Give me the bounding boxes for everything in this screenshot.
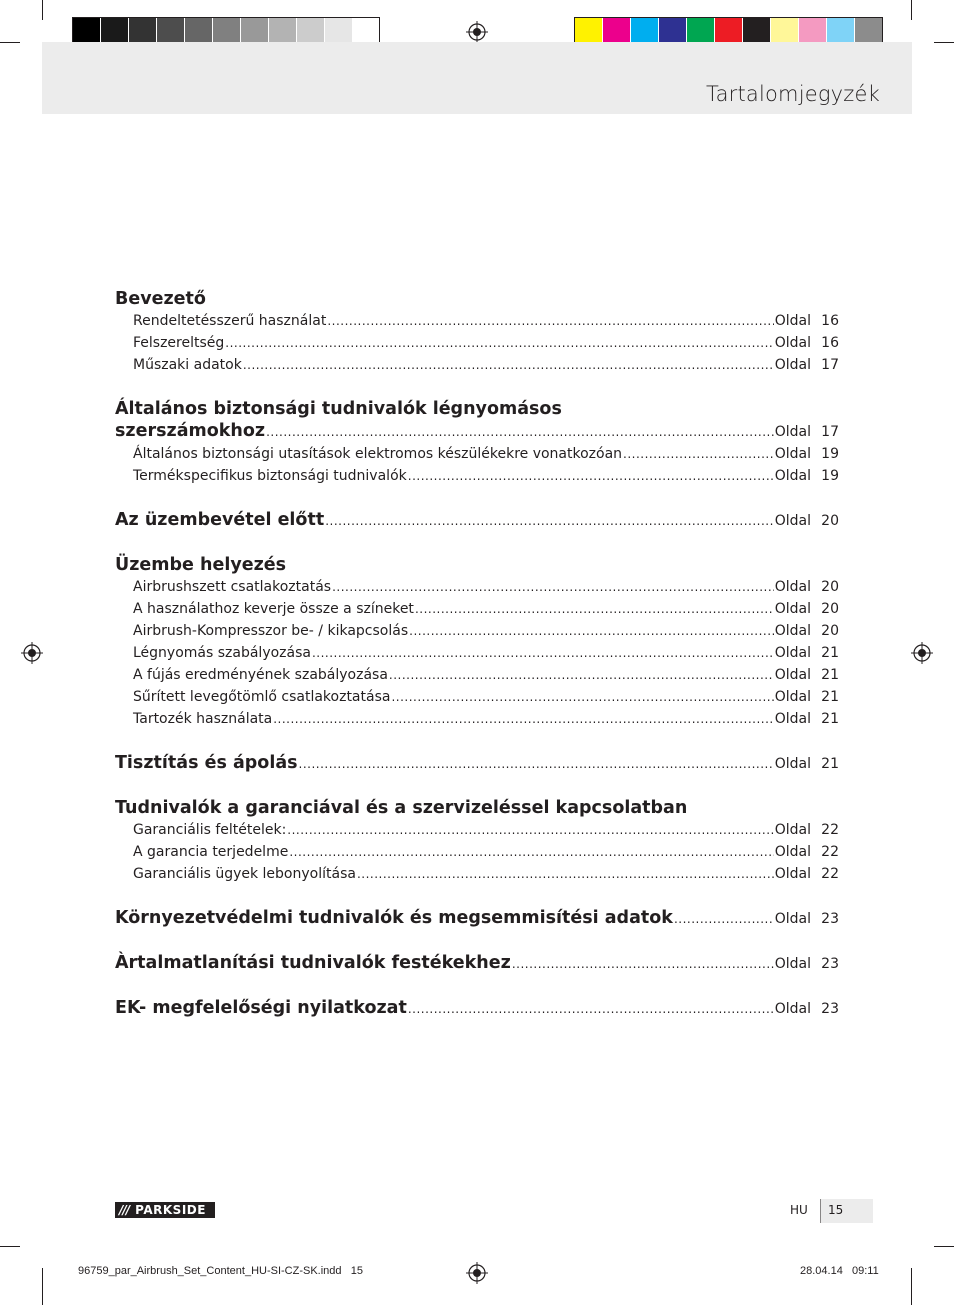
section-heading: Üzembe helyezés [115, 555, 287, 575]
entry-label: A használathoz keverje össze a színeket [133, 601, 414, 617]
page-number: 22 [821, 866, 839, 882]
toc-section-garancia [115, 797, 839, 885]
logo-brand-name: PARKSIDE [135, 1203, 206, 1217]
page-number: 21 [821, 689, 839, 705]
page-ref: Oldal 22 [775, 841, 839, 863]
toc-entry[interactable] [115, 598, 839, 620]
leader-dots [332, 576, 774, 598]
leader-dots [243, 354, 774, 376]
page-number: 21 [821, 645, 839, 661]
page-ref: Oldal 21 [775, 686, 839, 708]
divider [820, 1199, 821, 1223]
entry-label: Termékspecifikus biztonsági tudnivalók [133, 468, 407, 484]
leader-dots [327, 310, 773, 332]
entry-label: A fújás eredményének szabályozása [133, 667, 388, 683]
gray-swatch [101, 18, 129, 45]
page-number: 15 [828, 1203, 844, 1217]
page-number: 20 [821, 601, 839, 617]
page-ref: Oldal 20 [775, 620, 839, 642]
toc-entry[interactable] [115, 664, 839, 686]
page-ref: Oldal 23 [775, 953, 839, 975]
page-number: 19 [821, 468, 839, 484]
page-number: 20 [821, 579, 839, 595]
leader-dots [312, 642, 774, 664]
toc-section-bevezeto [115, 288, 839, 376]
registration-mark-icon [466, 1262, 488, 1284]
toc-entry[interactable] [115, 863, 839, 885]
section-heading: Bevezető [115, 289, 206, 309]
page-ref: Oldal 20 [775, 576, 839, 598]
page-ref: Oldal 19 [775, 465, 839, 487]
page-number: 19 [821, 446, 839, 462]
toc-section-artalmatlanitasi [115, 952, 839, 975]
toc-entry[interactable] [115, 819, 839, 841]
leader-dots [512, 953, 774, 975]
leader-dots [299, 753, 774, 775]
entry-label: Rendeltetésszerű használat [133, 313, 327, 329]
toc-entry[interactable] [115, 310, 839, 332]
crop-mark [42, 0, 43, 20]
color-swatch [575, 18, 603, 45]
leader-dots [289, 841, 773, 863]
page-title: Tartalomjegyzék [706, 82, 880, 106]
gray-swatch [73, 18, 101, 45]
page-ref: Oldal 21 [775, 753, 839, 775]
entry-label: Garanciális ügyek lebonyolítása [133, 866, 356, 882]
entry-label: Garanciális feltételek: [133, 822, 287, 838]
leader-dots [325, 510, 774, 532]
page-ref: Oldal 17 [775, 421, 839, 443]
page-ref: Oldal 22 [775, 863, 839, 885]
toc-entry[interactable] [115, 420, 839, 443]
gray-swatch [157, 18, 185, 45]
toc-entry[interactable] [115, 907, 839, 930]
color-swatch [659, 18, 687, 45]
page-ref: Oldal 21 [775, 642, 839, 664]
leader-dots [389, 664, 774, 686]
page-ref: Oldal 20 [775, 510, 839, 532]
toc-entry[interactable] [115, 686, 839, 708]
leader-dots [357, 863, 774, 885]
leader-dots [674, 908, 774, 930]
leader-dots [409, 620, 774, 642]
toc-section-ek [115, 997, 839, 1020]
entry-label: Tartozék használata [133, 711, 273, 727]
page-ref: Oldal 22 [775, 819, 839, 841]
color-swatch [799, 18, 827, 45]
crop-mark [911, 0, 912, 20]
crop-mark [0, 1246, 20, 1247]
page-number: 23 [821, 1001, 839, 1017]
gray-swatch [213, 18, 241, 45]
crop-mark [911, 1268, 912, 1305]
toc-entry[interactable] [115, 620, 839, 642]
slug-file-info: 96759_par_Airbrush_Set_Content_HU-SI-CZ-SK.indd 15 [78, 1265, 363, 1277]
toc-section-uzembe [115, 554, 839, 730]
page-number: 22 [821, 844, 839, 860]
toc-entry[interactable] [115, 841, 839, 863]
page-number: 22 [821, 822, 839, 838]
page-ref: Oldal 17 [775, 354, 839, 376]
gray-swatch [353, 18, 379, 45]
toc-section-kornyezet [115, 907, 839, 930]
entry-label: Légnyomás szabályozása [133, 645, 311, 661]
page-number-box [820, 1199, 873, 1223]
crop-mark [0, 42, 20, 43]
page-ref: Oldal 20 [775, 598, 839, 620]
toc-entry[interactable] [115, 952, 839, 975]
page-number: 23 [821, 911, 839, 927]
section-heading: EK- megfelelőségi nyilatkozat [115, 998, 407, 1018]
entry-label: Általános biztonsági utasítások elektromos készülékekre vonatkozóan [133, 446, 623, 462]
section-heading: szerszámokhoz [115, 421, 266, 441]
entry-label: Műszaki adatok [133, 357, 242, 373]
registration-mark-icon [911, 642, 933, 664]
color-swatch [855, 18, 882, 45]
toc-entry[interactable] [115, 443, 839, 465]
entry-label: Sűrített levegőtömlő csatlakoztatása [133, 689, 391, 705]
gray-swatch [185, 18, 213, 45]
toc-entry[interactable] [115, 708, 839, 730]
toc-entry[interactable] [115, 332, 839, 354]
leader-dots [623, 443, 774, 465]
page-number: 21 [821, 711, 839, 727]
section-heading: Általános biztonsági tudnivalók légnyomásos [115, 399, 562, 419]
page-number: 23 [821, 956, 839, 972]
section-heading: Környezetvédelmi tudnivalók és megsemmisítési adatok [115, 908, 673, 928]
toc-entry[interactable] [115, 997, 839, 1020]
table-of-contents [115, 288, 839, 1020]
page-ref: Oldal 21 [775, 664, 839, 686]
page-number: 17 [821, 357, 839, 373]
page-ref: Oldal 16 [775, 310, 839, 332]
section-heading: Az üzembevétel előtt [115, 510, 325, 530]
section-heading: Tudnivalók a garanciával és a szervizeléssel kapcsolatban [115, 798, 688, 818]
gray-swatch [297, 18, 325, 45]
toc-entry[interactable] [115, 509, 839, 532]
page-ref: Oldal 23 [775, 908, 839, 930]
leader-dots [391, 686, 773, 708]
toc-entry[interactable] [115, 354, 839, 376]
slug-date: 28.04.14 09:11 [800, 1265, 879, 1277]
leader-dots [408, 998, 774, 1020]
crop-mark [934, 42, 954, 43]
color-swatch [715, 18, 743, 45]
leader-dots [287, 819, 773, 841]
gray-swatch [325, 18, 353, 45]
color-swatch [771, 18, 799, 45]
toc-entry[interactable] [115, 752, 839, 775]
page-number: 20 [821, 513, 839, 529]
gray-swatch [241, 18, 269, 45]
registration-mark-icon [466, 21, 488, 43]
toc-section-uzembevetel [115, 509, 839, 532]
toc-section-tisztitas [115, 752, 839, 775]
gray-swatch [129, 18, 157, 45]
entry-label: Felszereltség [133, 335, 225, 351]
color-swatch [687, 18, 715, 45]
logo-stripes: /// [119, 1203, 130, 1217]
page-number: 17 [821, 424, 839, 440]
page-number: 16 [821, 313, 839, 329]
section-heading: Tisztítás és ápolás [115, 753, 298, 773]
page-ref: Oldal 21 [775, 708, 839, 730]
parkside-logo [115, 1202, 215, 1218]
toc-entry[interactable] [115, 576, 839, 598]
entry-label: A garancia terjedelme [133, 844, 289, 860]
color-swatch [603, 18, 631, 45]
leader-dots [225, 332, 773, 354]
registration-mark-icon [21, 642, 43, 664]
gray-swatch [269, 18, 297, 45]
page-ref: Oldal 19 [775, 443, 839, 465]
leader-dots [266, 421, 774, 443]
color-swatch [827, 18, 855, 45]
crop-mark [42, 1268, 43, 1305]
page-ref: Oldal 16 [775, 332, 839, 354]
crop-mark [934, 1246, 954, 1247]
entry-label: Airbrush-Kompresszor be- / kikapcsolás [133, 623, 409, 639]
page-number: 20 [821, 623, 839, 639]
entry-label: Airbrushszett csatlakoztatás [133, 579, 332, 595]
page-number: 21 [821, 667, 839, 683]
page-ref: Oldal 23 [775, 998, 839, 1020]
page-number: 16 [821, 335, 839, 351]
leader-dots [408, 465, 774, 487]
color-swatch [631, 18, 659, 45]
language-code: HU [790, 1203, 808, 1217]
page-number: 21 [821, 756, 839, 772]
toc-section-altalanos [115, 398, 839, 487]
leader-dots [273, 708, 774, 730]
section-heading: Àrtalmatlanítási tudnivalók festékekhez [115, 953, 511, 973]
toc-entry[interactable] [115, 465, 839, 487]
toc-entry[interactable] [115, 642, 839, 664]
leader-dots [415, 598, 774, 620]
color-swatch [743, 18, 771, 45]
